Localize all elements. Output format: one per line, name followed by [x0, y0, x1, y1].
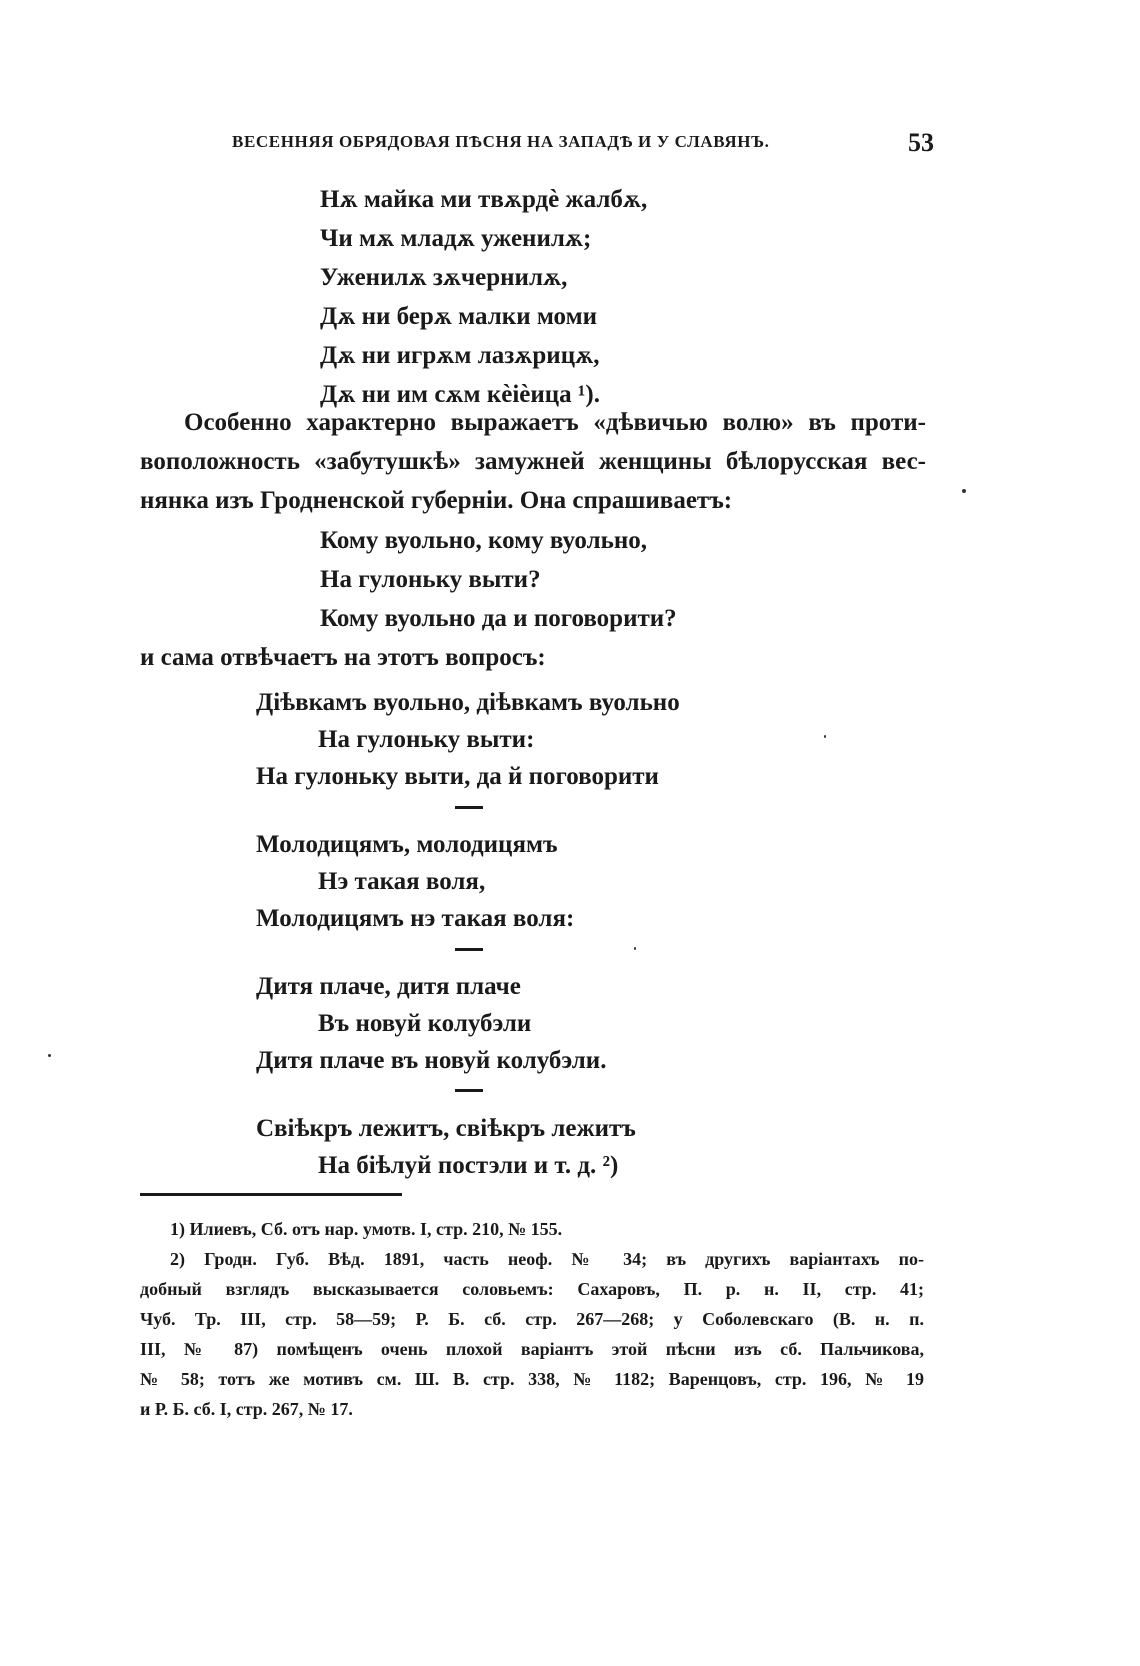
verse-line: На гулоньку выти:: [318, 726, 535, 753]
paragraph-line: нянка изъ Гродненской губерніи. Она спрашиваетъ:: [140, 487, 733, 514]
stanza-divider: [455, 948, 483, 951]
verse-line: Въ новуй колубэли: [318, 1010, 532, 1037]
commentary-paragraph: [140, 403, 926, 520]
verse-line: Дѫ ни им сѫм кѐiѐица ¹).: [320, 381, 600, 408]
running-title: ВЕСЕННЯЯ ОБРЯДОВАЯ ПѢСНЯ НА ЗАПАДѢ И У СЛАВЯНЪ.: [232, 132, 770, 151]
scan-speck: [48, 1054, 51, 1057]
verse-line: Чи мѫ младѫ уженилѫ;: [320, 225, 592, 252]
verse-line: Свiѣкръ лежитъ, свiѣкръ лежитъ: [256, 1115, 636, 1142]
verse-line: На гулоньку выти?: [320, 566, 541, 593]
verse-line: Уженилѫ зѫчернилѫ,: [320, 264, 568, 291]
answer-stanza-1: [256, 684, 680, 795]
verse-line: На гулоньку выти, да й поговорити: [256, 763, 659, 790]
verse-line: Молодицямъ, молодицямъ: [256, 831, 558, 858]
page-number: 53: [908, 128, 934, 157]
answer-stanza-4: [256, 1110, 636, 1184]
footnote-2-line: III, № 87) помѣщенъ очень плохой варіантъ этой пѣсни изъ сб. Пальчикова,: [140, 1339, 924, 1359]
scan-speck: [962, 489, 966, 493]
verse-line: Дитя плаче въ новуй колубэли.: [256, 1047, 607, 1074]
verse-line: Дѫ ни игрѫм лазѫрицѫ,: [320, 342, 600, 369]
answer-stanza-2: [256, 826, 574, 937]
page-header: [232, 128, 934, 162]
belarusian-song-question: [320, 521, 677, 638]
verse-line: Дѫ ни берѫ малки моми: [320, 303, 598, 330]
scan-speck: [634, 947, 636, 950]
footnote-1: 1) Илиевъ, Сб. отъ нар. умотв. I, стр. 210, № 155.: [170, 1219, 563, 1239]
stanza-divider: [455, 1089, 483, 1092]
verse-line: Дiѣвкамъ вуольно, дiѣвкамъ вуольно: [256, 689, 680, 716]
footnote-2-line: добный взглядъ высказывается соловьемъ: Сахаровъ, П. р. н. II, стр. 41;: [140, 1279, 924, 1299]
footnote-2-line: и Р. Б. сб. I, стр. 267, № 17.: [140, 1399, 353, 1419]
footnote-2-line: № 58; тотъ же мотивъ см. Ш. В. стр. 338, № 1182; Варенцовъ, стр. 196, № 19: [140, 1369, 924, 1389]
scan-speck: [824, 735, 826, 738]
stanza-divider: [455, 806, 483, 809]
bulgarian-song-verse: [320, 180, 647, 414]
paragraph-line: Особенно характерно выражаетъ «дѣвичью волю» въ проти-: [184, 409, 926, 436]
verse-line: Нѫ майка ми твѫрдѐ жалбѫ,: [320, 186, 648, 213]
verse-line: На бiѣлуй постэли и т. д. ²): [318, 1152, 619, 1179]
footnote-rule: [140, 1193, 402, 1196]
answer-stanza-3: [256, 968, 606, 1079]
verse-line: Молодицямъ нэ такая воля:: [256, 905, 575, 932]
answer-intro: [140, 638, 546, 677]
paragraph-line: воположность «забутушкѣ» замужней женщины бѣлорусская вес-: [140, 448, 926, 475]
footnote-2-line: Чуб. Тр. III, стр. 58—59; Р. Б. сб. стр. 267—268; у Соболевскаго (В. н. п.: [140, 1309, 924, 1329]
verse-line: Кому вуольно, кому вуольно,: [320, 527, 648, 554]
verse-line: Кому вуольно да и поговорити?: [320, 605, 677, 632]
footnotes: [140, 1214, 924, 1424]
verse-line: Нэ такая воля,: [318, 868, 486, 895]
paragraph-line: и сама отвѣчаетъ на этотъ вопросъ:: [140, 644, 546, 671]
footnote-2-line: 2) Гродн. Губ. Вѣд. 1891, часть неоф. № 34; въ другихъ варіантахъ по-: [170, 1249, 924, 1269]
verse-line: Дитя плаче, дитя плаче: [256, 973, 521, 1000]
